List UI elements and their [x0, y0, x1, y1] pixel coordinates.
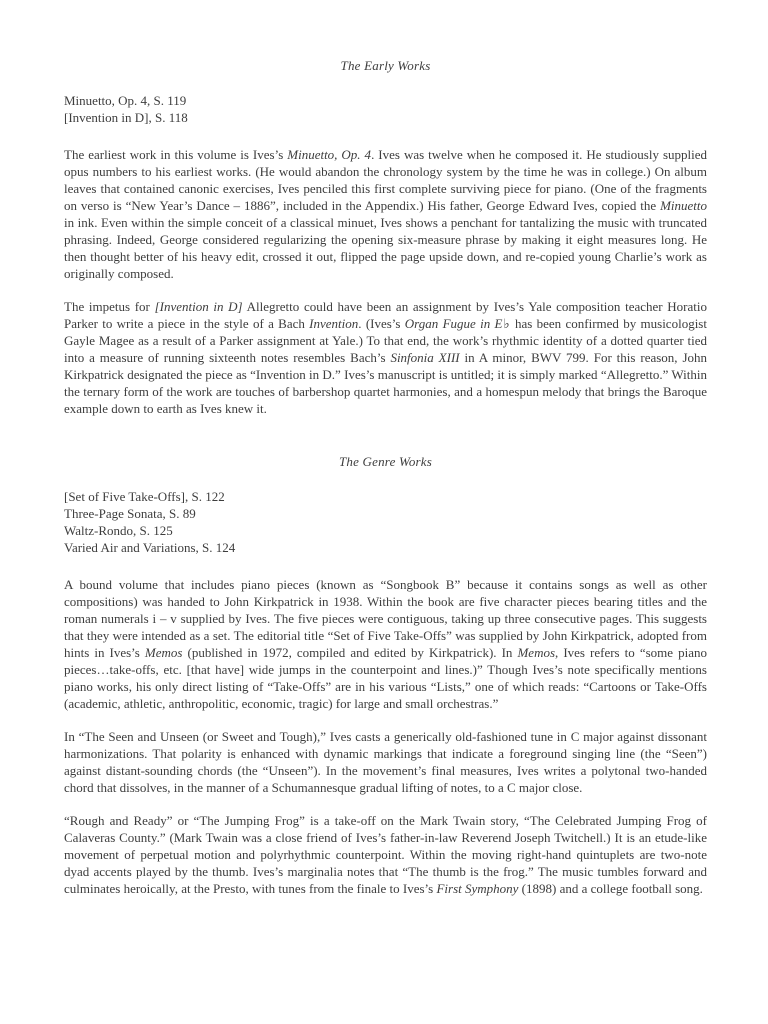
italic-work-title: Sinfonia XIII	[390, 350, 460, 365]
italic-work-title: Minuetto	[660, 198, 707, 213]
paragraph-rough-and-ready: “Rough and Ready” or “The Jumping Frog” is a take-off on the Mark Twain story, “The Celebrated Jumping Frog of Calaveras County.” (Mark Twain was a close friend of Ives’s father-in-law Reverend Joseph Twitchell.) It is an etude-like movement of perpetual motion and polyrhythmic counterpoint. Within the moving right-hand quintuplets are two-note dyad accents played by the thumb. Ives’s marginalia notes that “The thumb is the frog.” The music tumbles forward and culminates heroically, at the Presto, with tunes from the finale to Ives’s First Symphony (1898) and a college football song.	[64, 813, 707, 896]
paragraph-invention-in-d: The impetus for [Invention in D] Allegretto could have been an assignment by Ives’s Yale composition teacher Horatio Parker to write a piece in the style of a Bach Invention. (Ives’s Organ Fugue in E♭ has been confirmed by musicologist Gayle Magee as a result of a Parker assignment at Yale.) To that end, the work’s rhythmic identity of a dotted quarter tied into a measure of running sixteenth notes resembles Bach’s Sinfonia XIII in A minor, BWV 799. For this reason, John Kirkpatrick designated the piece as “Invention in D.” Ives’s manuscript is untitled; it is simply marked “Allegretto.” Within the ternary form of the work are touches of barbershop quartet harmonies, and a homespun melody that brings the Baroque example down to earth as Ives knew it.	[64, 299, 707, 416]
section-genre-works	[64, 453, 707, 897]
section-heading-early-works: The Early Works	[340, 58, 431, 73]
work-entry: Waltz-Rondo, S. 125	[64, 523, 173, 538]
paragraph-minuetto: The earliest work in this volume is Ives’s Minuetto, Op. 4. Ives was twelve when he composed it. He studiously supplied opus numbers to his earliest works. (He would abandon the chronology system by the time he was in college.) On album leaves that contained canonic exercises, Ives penciled this first complete surviving piece for piano. (One of the fragments on verso is “New Year’s Dance – 1886”, included in the Appendix.) His father, George Edward Ives, copied the Minuetto in ink. Even within the simple conceit of a classical minuet, Ives shows a penchant for tantalizing the music with truncated phrasing. Indeed, George considered regularizing the opening six-measure phrase by making it eight measures long. He then thought better of his heavy edit, crossed it out, flipped the page upside down, and re-copied young Charlie’s work as originally composed.	[64, 147, 707, 281]
work-entry: Minuetto, Op. 4, S. 119	[64, 93, 187, 108]
italic-work-title: [Invention in D]	[154, 299, 243, 314]
italic-work-title: Invention	[309, 316, 359, 331]
works-list-genre	[64, 488, 707, 556]
italic-work-title: Organ Fugue in E♭	[404, 316, 511, 331]
italic-work-title: Memos	[144, 645, 183, 660]
paragraph-seen-and-unseen: In “The Seen and Unseen (or Sweet and Tough),” Ives casts a generically old-fashioned tune in C major against dissonant harmonizations. That polarity is enhanced with dynamic markings that indicate a foreground singing line (the “Seen”) against distant-sounding chords (the “Unseen”). In the movement’s final measures, Ives writes a polytonal two-handed chord that dissolves, in the manner of a Schumannesque gradual lifting of notes, to a C major close.	[64, 729, 707, 795]
works-list-early	[64, 92, 707, 126]
work-entry: [Set of Five Take-Offs], S. 122	[64, 489, 225, 504]
work-entry: Three-Page Sonata, S. 89	[64, 506, 196, 521]
work-entry: [Invention in D], S. 118	[64, 110, 188, 125]
section-early-works	[64, 57, 707, 417]
italic-work-title: First Symphony	[436, 881, 519, 896]
work-entry: Varied Air and Variations, S. 124	[64, 540, 236, 555]
italic-work-title: Memos	[517, 645, 556, 660]
paragraph-songbook-b: A bound volume that includes piano pieces (known as “Songbook B” because it contains songs as well as other compositions) was handed to John Kirkpatrick in 1938. Within the book are five character pieces bearing titles and the roman numerals i – v supplied by Ives. The five pieces were contiguous, taking up three consecutive pages. This suggests that they were intended as a set. The editorial title “Set of Five Take-Offs” was supplied by John Kirkpatrick, adopted from hints in Ives’s Memos (published in 1972, compiled and edited by Kirkpatrick). In Memos, Ives refers to “some piano pieces…take-offs, etc. [that have] wide jumps in the counterpoint and lines.)” Though Ives’s note specifically mentions piano works, his only direct listing of “Take-Offs” are in his various “Lists,” one of which reads: “Cartoons or Take-Offs (academic, athletic, anthropolitic, economic, tragic) for large and small orchestras.”	[64, 577, 707, 711]
section-heading-genre-works: The Genre Works	[338, 454, 433, 469]
italic-work-title: Minuetto, Op. 4	[287, 147, 372, 162]
